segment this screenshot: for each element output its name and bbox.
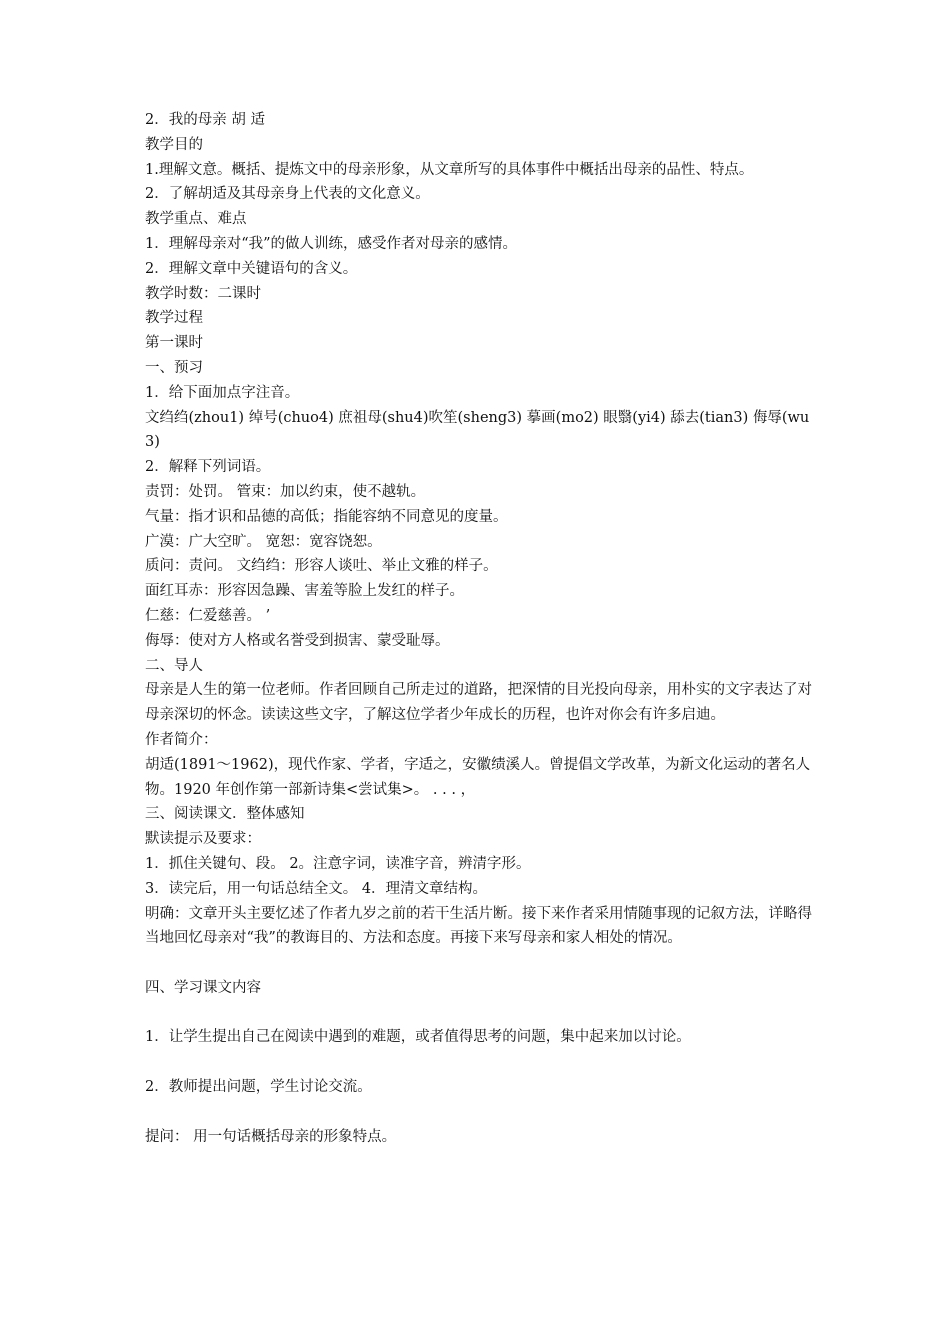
section-heading-key-points: 教学重点、难点 [145,211,247,228]
section-heading-process: 教学过程 [145,310,203,327]
first-lesson-heading: 第一课时 [145,335,203,352]
key-point-2: 2．理解文章中关键语句的含义。 [145,260,358,277]
vocab-item: 侮辱：使对方人格或名誉受到损害、蒙受耻辱。 [145,632,450,649]
question-prompt: 提问： 用一句话概括母亲的形象特点。 [145,1128,397,1145]
vocab-item: 气量：指才识和品德的高低；指能容纳不同意见的度量。 [145,508,508,525]
teaching-hours: 教学时数：二课时 [145,285,261,302]
clarification-paragraph: 明确：文章开头主要忆述了作者九岁之前的若干生活片断。接下来作者采用情随事现的记叙方法，详略得当地回忆母亲对“我”的教诲目的、方法和态度。再接下来写母亲和家人相处的情况。 [145,905,812,947]
study-content-heading: 四、学习课文内容 [145,979,261,996]
vocab-item: 面红耳赤：形容因急躁、害羞等脸上发红的样子。 [145,583,464,600]
reading-requirements-heading: 默读提示及要求： [145,831,261,848]
vocab-item: 广漠：广大空旷。 宽恕：宽容饶恕。 [145,533,382,550]
vocab-task: 2．解释下列词语。 [145,459,271,476]
document-page [145,108,820,1149]
study-step-2: 2．教师提出问题，学生讨论交流。 [145,1079,372,1096]
spacer [145,1050,820,1075]
spacer [145,1100,820,1125]
author-intro-paragraph: 胡适(1891～1962)，现代作家、学者，字适之，安徽绩溪人。曾提倡文学改革，为新文化运动的著名人物。1920 年创作第一部新诗集<尝试集>。 . . . ， [145,756,811,798]
preview-heading: 一、预习 [145,359,203,376]
vocab-item: 质问：责问。 文绉绉：形容人谈吐、举止文雅的样子。 [145,558,498,575]
goal-item-2: 2．了解胡适及其母亲身上代表的文化意义。 [145,186,430,203]
author-intro-heading: 作者简介： [145,731,218,748]
key-point-1: 1．理解母亲对“我”的做人训练，感受作者对母亲的感情。 [145,235,518,252]
lesson-title: 2．我的母亲 胡 适 [145,112,265,128]
section-heading-teaching-goals: 教学目的 [145,136,203,153]
reading-requirement: 1．抓住关键句、段。 2。注意字词，读准字音，辨清字形。 [145,855,531,872]
spacer [145,951,820,976]
pinyin-task: 1．给下面加点字注音。 [145,384,300,401]
vocab-item: 仁慈：仁爱慈善。 ’ [145,607,271,624]
goal-item-1: 1.理解文意。概括、提炼文中的母亲形象，从文章所写的具体事件中概括出母亲的品性、特点。 [145,161,754,178]
reading-requirement: 3．读完后，用一句话总结全文。 4．理清文章结构。 [145,880,488,897]
reading-heading: 三、阅读课文．整体感知 [145,806,305,823]
introduction-heading: 二、导人 [145,657,203,674]
vocab-item: 责罚：处罚。 管束：加以约束，使不越轨。 [145,483,426,500]
study-step-1: 1．让学生提出自己在阅读中遇到的难题，或者值得思考的问题，集中起来加以讨论。 [145,1029,691,1046]
pinyin-list: 文绉绉(zhou1) 绰号(chuo4) 庶祖母(shu4)吹笙(sheng3) 摹画(mo2) 眼翳(yi4) 舔去(tian3) 侮辱(wu3) [145,409,810,451]
spacer [145,1001,820,1026]
introduction-paragraph: 母亲是人生的第一位老师。作者回顾自己所走过的道路，把深情的目光投向母亲，用朴实的文字表达了对母亲深切的怀念。读读这些文字，了解这位学者少年成长的历程，也许对你会有许多启迪。 [145,682,812,724]
